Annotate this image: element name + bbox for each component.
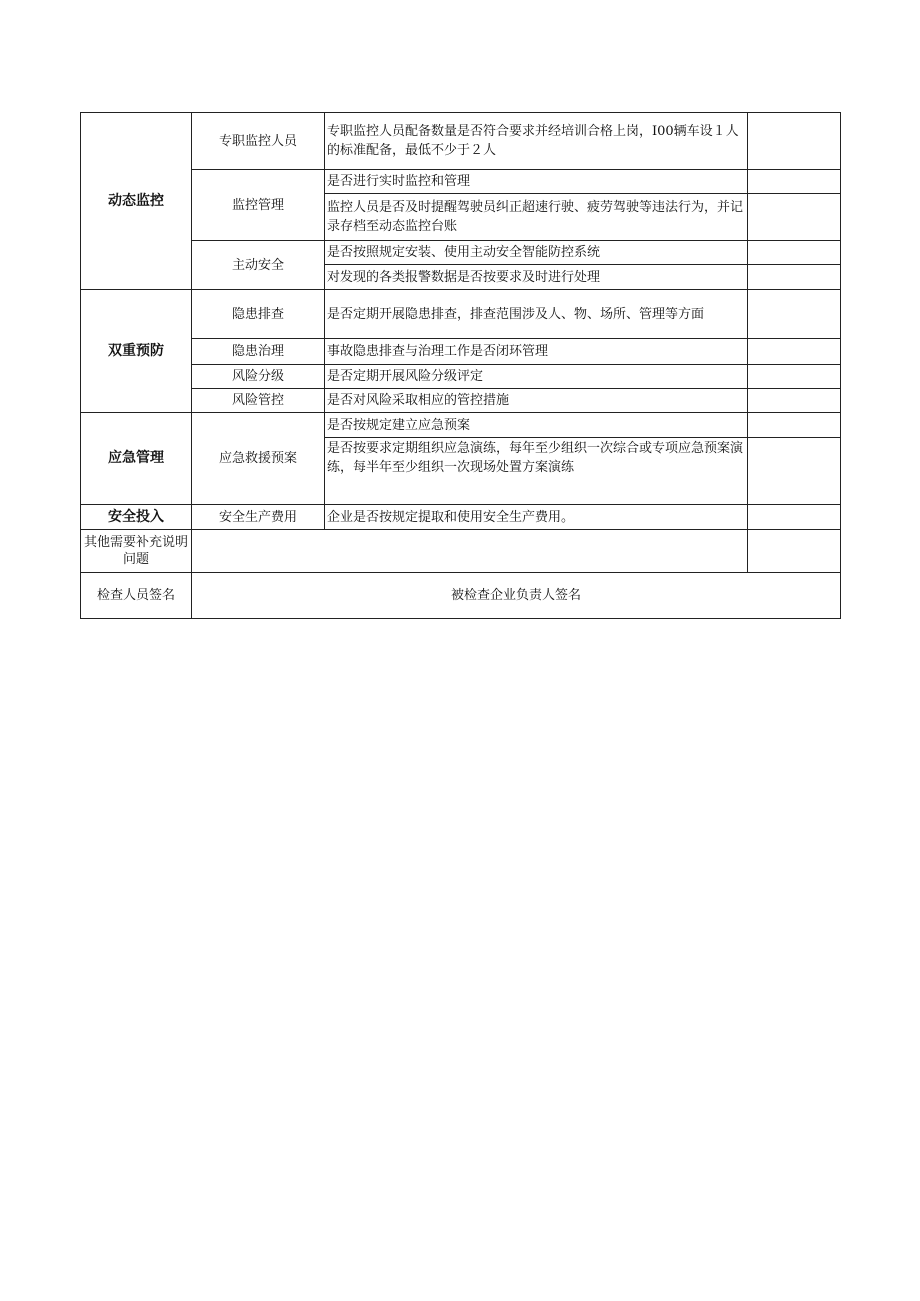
check-item: 是否定期开展隐患排查，排查范围涉及人、物、场所、管理等方面 [325,290,748,339]
inspection-checklist-table [80,112,841,619]
category-emergency-management: 应急管理 [81,413,192,505]
table-row [81,573,841,619]
category-dual-prevention: 双重预防 [81,290,192,413]
table-row [81,505,841,530]
subcategory-safety-production-cost: 安全生产费用 [192,505,325,530]
table-row [81,241,841,265]
result-cell[interactable] [748,505,841,530]
table-row [81,389,841,413]
other-issues-field[interactable] [192,530,748,573]
check-item: 是否按要求定期组织应急演练，每年至少组织一次综合或专项应急预案演练，每半年至少组织一次现场处置方案演练 [325,438,748,505]
result-cell[interactable] [748,170,841,194]
subcategory-hazard-governance: 隐患治理 [192,339,325,365]
table-row [81,530,841,573]
check-item: 是否进行实时监控和管理 [325,170,748,194]
result-cell[interactable] [748,194,841,241]
subcategory-hazard-inspection: 隐患排查 [192,290,325,339]
result-cell[interactable] [748,389,841,413]
subcategory-full-time-monitor-staff: 专职监控人员 [192,113,325,170]
check-item: 对发现的各类报警数据是否按要求及时进行处理 [325,265,748,290]
table-row [81,413,841,438]
check-item: 是否按照规定安装、使用主动安全智能防控系统 [325,241,748,265]
check-item: 监控人员是否及时提醒驾驶员纠正超速行驶、疲劳驾驶等违法行为，并记录存档至动态监控台账 [325,194,748,241]
result-cell[interactable] [748,438,841,505]
table-row [81,290,841,339]
table-row [81,170,841,194]
company-signature-label: 被检查企业负责人签名 [192,573,841,619]
check-item: 是否定期开展风险分级评定 [325,365,748,389]
subcategory-risk-grading: 风险分级 [192,365,325,389]
subcategory-monitoring-management: 监控管理 [192,170,325,241]
check-item: 专职监控人员配备数量是否符合要求并经培训合格上岗，I00辆车设１人的标准配备，最低不少于２人 [325,113,748,170]
other-issues-label: 其他需要补充说明问题 [81,530,192,573]
result-cell[interactable] [748,265,841,290]
result-cell[interactable] [748,530,841,573]
result-cell[interactable] [748,241,841,265]
category-dynamic-monitoring: 动态监控 [81,113,192,290]
subcategory-active-safety: 主动安全 [192,241,325,290]
subcategory-emergency-rescue-plan: 应急救援预案 [192,413,325,505]
table-row [81,113,841,170]
check-item: 是否按规定建立应急预案 [325,413,748,438]
result-cell[interactable] [748,290,841,339]
check-item: 企业是否按规定提取和使用安全生产费用。 [325,505,748,530]
check-item: 事故隐患排查与治理工作是否闭环管理 [325,339,748,365]
check-item: 是否对风险采取相应的管控措施 [325,389,748,413]
result-cell[interactable] [748,413,841,438]
result-cell[interactable] [748,339,841,365]
inspector-signature-label: 检查人员签名 [81,573,192,619]
subcategory-risk-control: 风险管控 [192,389,325,413]
category-safety-investment: 安全投入 [81,505,192,530]
table-row [81,339,841,365]
result-cell[interactable] [748,365,841,389]
result-cell[interactable] [748,113,841,170]
table-row [81,365,841,389]
